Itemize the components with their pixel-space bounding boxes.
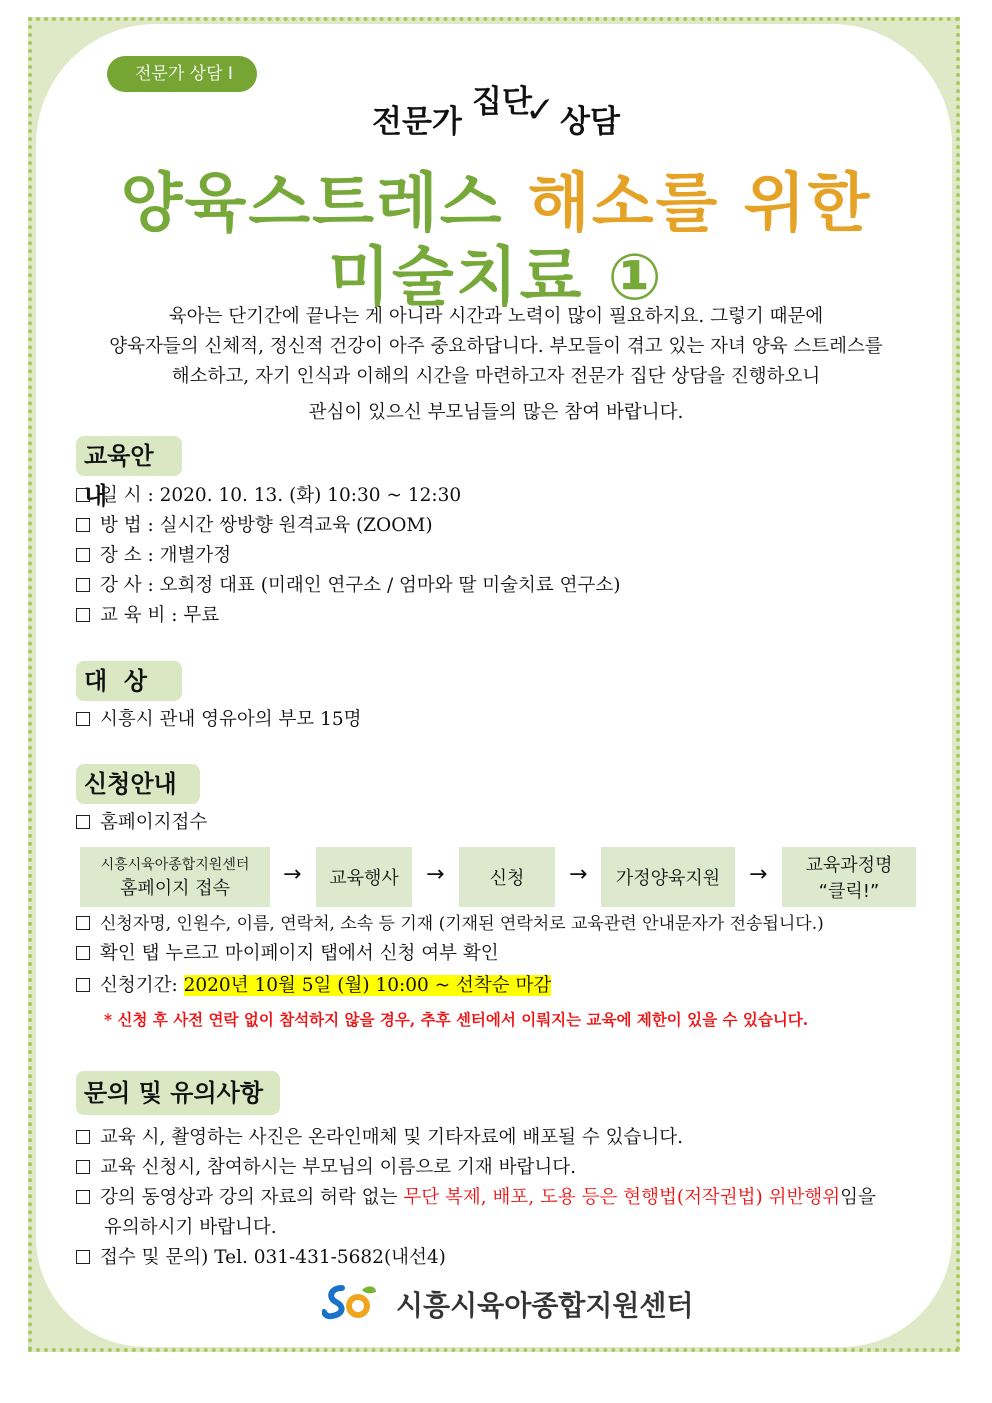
- section-apply: 신청안내: [76, 764, 200, 804]
- step-home-parenting: 가정양육지원: [601, 847, 735, 907]
- checkbox-icon: [76, 518, 90, 532]
- checkbox-icon: [76, 978, 90, 992]
- step-apply: 신청: [459, 847, 555, 907]
- edu-item: 일 시 : 2020. 10. 13. (화) 10:30 ~ 12:30: [76, 483, 461, 509]
- inquiry-item: 교육 시, 촬영하는 사진은 온라인매체 및 기타자료에 배포될 수 있습니다.: [76, 1125, 683, 1151]
- center-logo-icon: [322, 1282, 380, 1322]
- checkbox-icon: [76, 488, 90, 502]
- apply-note: * 신청 후 사전 연락 없이 참석하지 않을 경우, 추후 센터에서 이뤄지는 교육에 제한이 있을 수 있습니다.: [104, 1010, 809, 1029]
- inquiry-item: 강의 동영상과 강의 자료의 허락 없는 무단 복제, 배포, 도용 등은 현행법(저작권법) 위반행위임을: [76, 1185, 876, 1211]
- checkbox-icon: [76, 815, 90, 829]
- checkbox-icon: [76, 1160, 90, 1174]
- edu-item: 방 법 : 실시간 쌍방향 원격교육 (ZOOM): [76, 513, 433, 539]
- subtitle-counsel: 상담: [560, 104, 620, 140]
- inquiry-item: 접수 및 문의) Tel. 031-431-5682(내선4): [76, 1245, 446, 1271]
- intro-line-2: 양육자들의 신체적, 정신적 건강이 아주 중요하답니다. 부모들이 겪고 있는 자녀 양육 스트레스를: [109, 336, 883, 357]
- inquiry-item-cont: 유의하시기 바랍니다.: [104, 1217, 277, 1238]
- section-target: 대 상: [76, 661, 182, 701]
- arrow-icon: →: [749, 862, 768, 887]
- checkbox-icon: [76, 548, 90, 562]
- subtitle-expert: 전문가: [372, 104, 462, 140]
- edu-item: 장 소 : 개별가정: [76, 543, 231, 569]
- title-green: 양육스트레스: [120, 167, 504, 241]
- checkbox-icon: [76, 1190, 90, 1204]
- apply-homepage: 홈페이지접수: [76, 810, 207, 836]
- edu-item: 강 사 : 오희정 대표 (미래인 연구소 / 엄마와 딸 미술치료 연구소): [76, 573, 621, 599]
- edu-item: 교 육 비 : 무료: [76, 603, 219, 629]
- step-homepage: 시흥시육아종합지원센터 홈페이지 접속: [80, 847, 270, 907]
- checkbox-icon: [76, 712, 90, 726]
- step-events: 교육행사: [316, 847, 412, 907]
- arrow-icon: →: [283, 862, 302, 887]
- inquiry-item: 교육 신청시, 참여하시는 부모님의 이름으로 기재 바랍니다.: [76, 1155, 576, 1181]
- category-tag: 전문가 상담 I: [107, 56, 257, 92]
- main-title-line2: 미술치료 ①: [328, 241, 664, 315]
- period-highlight: 2020년 10월 5일 (월) 10:00 ~ 선착순 마감: [183, 975, 552, 996]
- intro-line-1: 육아는 단기간에 끝나는 게 아니라 시간과 노력이 많이 필요하지요. 그렇기 때문에: [168, 306, 824, 327]
- section-inquiry: 문의 및 유의사항: [76, 1071, 280, 1115]
- copyright-warning: 무단 복제, 배포, 도용 등은 현행법(저작권법) 위반행위: [403, 1187, 841, 1208]
- target-item: 시흥시 관내 영유아의 부모 15명: [76, 707, 362, 733]
- checkbox-icon: [76, 916, 90, 930]
- intro-line-3: 해소하고, 자기 인식과 이해의 시간을 마련하고자 전문가 집단 상담을 진행하오니: [171, 366, 821, 387]
- checkbox-icon: [76, 946, 90, 960]
- title-orange: 해소를 위한: [527, 167, 872, 241]
- arrow-icon: →: [426, 862, 445, 887]
- checkbox-icon: [76, 1130, 90, 1144]
- intro-line-4: 관심이 있으신 부모님들의 많은 참여 바랍니다.: [308, 402, 684, 423]
- apply-period: 신청기간: 2020년 10월 5일 (월) 10:00 ~ 선착순 마감: [76, 973, 551, 999]
- subtitle-group: 집단: [472, 84, 532, 120]
- checkbox-icon: [76, 608, 90, 622]
- arrow-icon: →: [569, 862, 588, 887]
- apply-item: 확인 탭 누르고 마이페이지 탭에서 신청 여부 확인: [76, 941, 499, 967]
- check-icon: ✓: [525, 90, 556, 131]
- section-edu: 교육안내: [76, 436, 182, 476]
- apply-item: 신청자명, 인원수, 이름, 연락처, 소속 등 기재 (기재된 연락처로 교육관련 안내문자가 전송됩니다.): [76, 911, 824, 937]
- checkbox-icon: [76, 1250, 90, 1264]
- checkbox-icon: [76, 578, 90, 592]
- center-logo-text: 시흥시육아종합지원센터: [396, 1289, 694, 1322]
- step-course-click: 교육과정명 “클릭!”: [782, 847, 916, 907]
